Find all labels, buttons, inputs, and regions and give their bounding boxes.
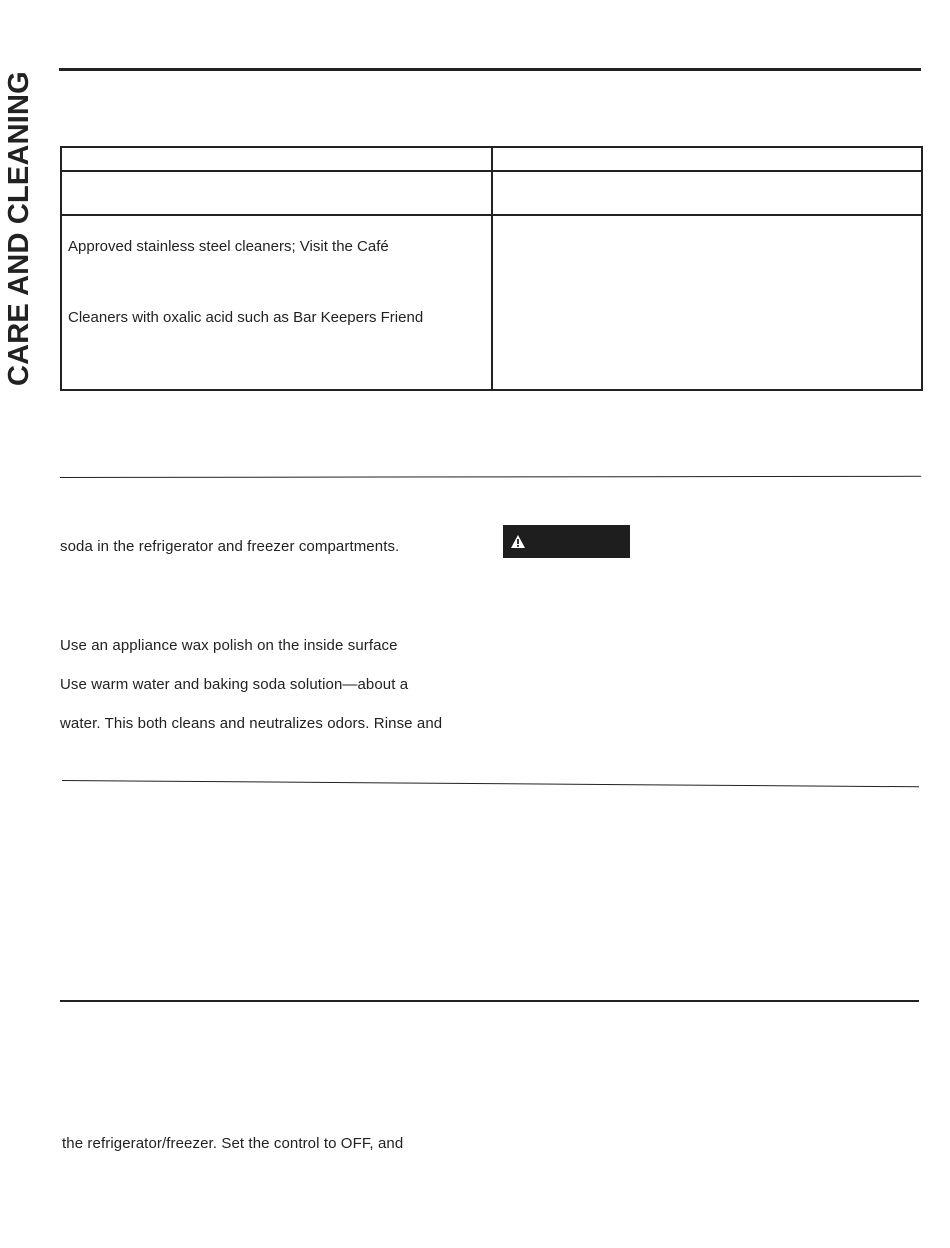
table-header-cell — [492, 147, 922, 171]
section-divider — [62, 780, 919, 787]
table-cell — [61, 171, 492, 215]
section-tab-title: CARE AND CLEANING — [3, 71, 35, 386]
body-text-line: Use warm water and baking soda solution—about a — [60, 676, 409, 693]
table-header-cell — [61, 147, 492, 171]
body-text-line: soda in the refrigerator and freezer compartments. — [60, 538, 400, 555]
section-divider — [60, 476, 921, 478]
table-cell — [492, 171, 922, 215]
cleaner-line: Approved stainless steel cleaners; Visit the Café — [68, 238, 389, 255]
table-cell — [492, 215, 922, 390]
table-header-row — [61, 147, 922, 171]
side-tab — [2, 30, 36, 386]
table-cell-cleaners — [61, 215, 492, 390]
header-rule — [59, 68, 921, 71]
body-text-line: Use an appliance wax polish on the inside surface — [60, 637, 398, 654]
table-row — [61, 215, 922, 390]
body-text-line: water. This both cleans and neutralizes odors. Rinse and — [60, 715, 443, 732]
body-text-line: the refrigerator/freezer. Set the control to OFF, and — [62, 1135, 404, 1152]
section-divider — [60, 1000, 919, 1002]
cleaner-line: Cleaners with oxalic acid such as Bar Keepers Friend — [68, 309, 424, 326]
cleaning-table — [60, 146, 923, 391]
warning-badge — [503, 525, 630, 558]
table-row — [61, 171, 922, 215]
warning-triangle-icon — [510, 534, 526, 549]
